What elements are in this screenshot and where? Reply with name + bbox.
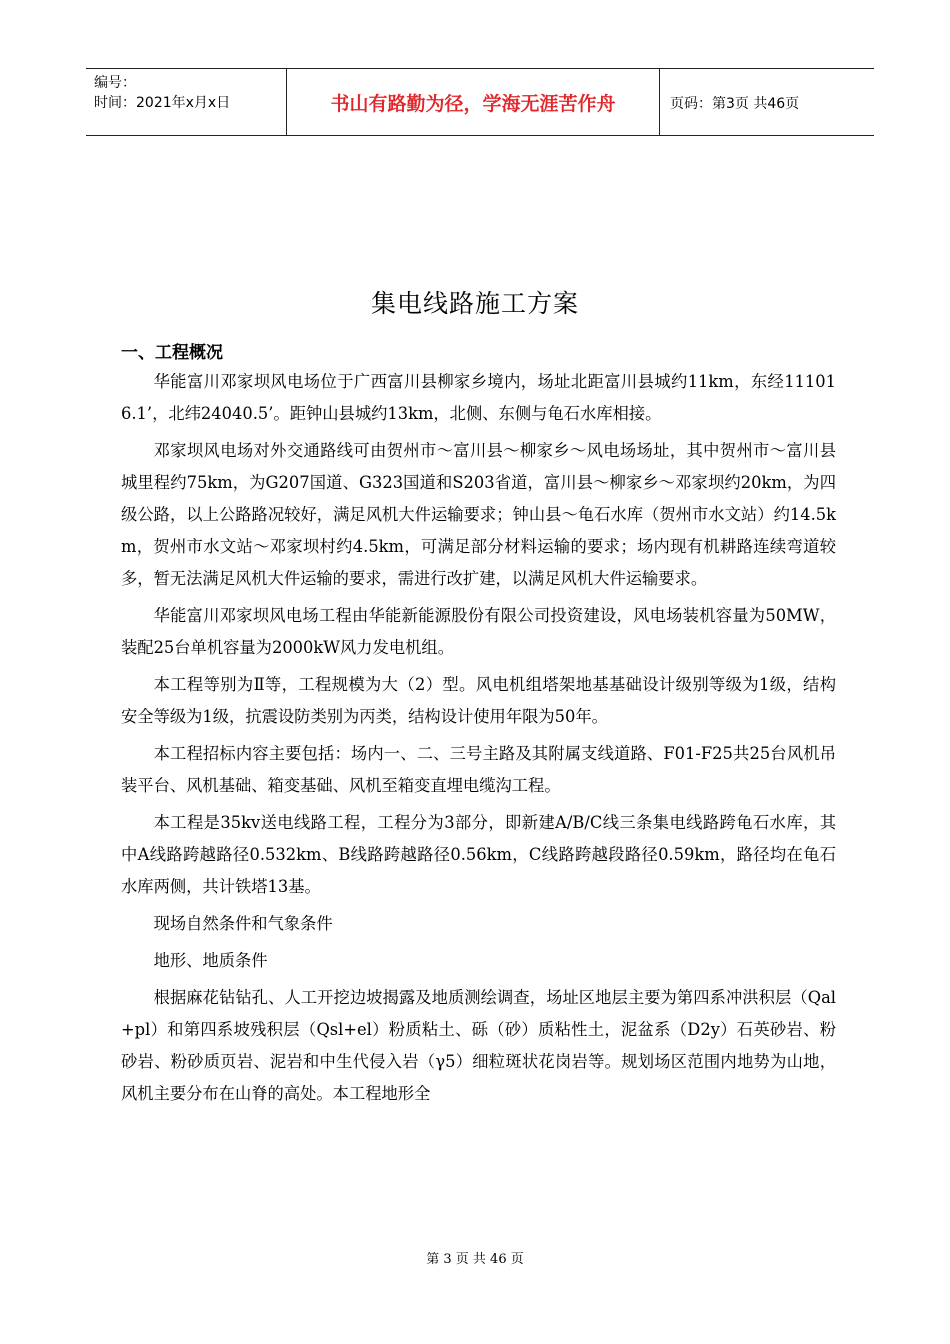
paragraph-investment: 华能富川邓家坝风电场工程由华能新能源股份有限公司投资建设，风电场装机容量为50MW，装配25台单机容量为2000kW风力发电机组。 xyxy=(121,606,836,657)
section-heading: 一、工程概况 xyxy=(121,343,223,363)
document-title: 集电线路施工方案 xyxy=(370,289,579,318)
header-motto: 书山有路勤为径，学海无涯苦作舟 xyxy=(286,69,660,135)
paragraph-line-project: 本工程是35kv送电线路工程，工程分为3部分，即新建A/B/C线三条集电线路跨龟石水库，其中A线路跨越路径0.532km、B线路跨越路径0.56km，C线路跨越段路径0.59km，路径均在龟石水库两侧，共计铁塔13基。 xyxy=(121,813,836,896)
document-body xyxy=(121,366,836,1115)
paragraph-bid-scope: 本工程招标内容主要包括：场内一、二、三号主路及其附属支线道路、F01-F25共25台风机吊装平台、风机基础、箱变基础、风机至箱变直埋电缆沟工程。 xyxy=(121,744,836,795)
page-footer: 第 3 页 共 46 页 xyxy=(426,1252,524,1267)
paragraph-location: 华能富川邓家坝风电场位于广西富川县柳家乡境内，场址北距富川县城约11km，东经111016.1’，北纬24040.5’。距钟山县城约13km，北侧、东侧与龟石水库相接。 xyxy=(121,372,836,423)
header-page-label: 页码：第3页 共46页 xyxy=(670,96,800,112)
paragraph-geology-detail: 根据麻花钻钻孔、人工开挖边坡揭露及地质测绘调查，场址区地层主要为第四系冲洪积层（Qal+pl）和第四系坡残积层（Qsl+el）粉质粘土、砾（砂）质粘性土，泥盆系（D2y）石英砂岩、粉砂岩、粉砂质页岩、泥岩和中生代侵入岩（γ5）细粒斑状花岗岩等。规划场区范围内地势为山地，风机主要分布在山脊的高处。本工程地形全 xyxy=(121,988,836,1103)
paragraph-terrain-geology: 地形、地质条件 xyxy=(153,951,268,970)
header-meta xyxy=(94,73,230,113)
paragraph-grade: 本工程等别为Ⅱ等，工程规模为大（2）型。风电机组塔架地基基础设计级别等级为1级，结构安全等级为1级，抗震设防类别为丙类，结构设计使用年限为50年。 xyxy=(121,675,836,726)
paragraph-traffic: 邓家坝风电场对外交通路线可由贺州市～富川县～柳家乡～风电场场址，其中贺州市～富川县城里程约75km，为G207国道、G323国道和S203省道，富川县～柳家乡～邓家坝约20km，为四级公路，以上公路路况较好，满足风机大件运输要求；钟山县～龟石水库（贺州市水文站）约14.5km，贺州市水文站～邓家坝村约4.5km，可满足部分材料运输的要求；场内现有机耕路连续弯道较多，暂无法满足风机大件运输的要求，需进行改扩建，以满足风机大件运输要求。 xyxy=(121,441,836,588)
document-header xyxy=(86,68,874,136)
document-time-label: 时间：2021年x月x日 xyxy=(94,95,231,111)
document-number-label: 编号： xyxy=(94,75,136,91)
paragraph-natural-conditions: 现场自然条件和气象条件 xyxy=(153,914,333,933)
